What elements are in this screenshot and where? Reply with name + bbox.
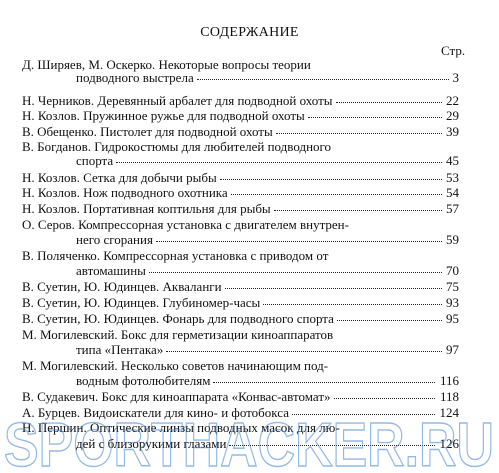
toc-entry-text: В. Обещенко. Пистолет для подводной охоты [22,124,273,139]
toc-page-number: 22 [446,93,459,108]
toc-page-number: 3 [452,70,459,85]
dot-leader [263,304,442,305]
toc-entry-text: В. Судакевич. Бокс для киноаппарата «Конвас-автомат» [22,389,331,404]
toc-entry-text: В. Поляченко. Компрессорная установка с приводом от [22,248,329,263]
toc-line [0,153,499,168]
toc-entry-text: дей с близорукими глазами [76,436,227,451]
toc-line [0,279,499,294]
page-column-label: Стр. [441,43,466,58]
toc-line [0,185,499,200]
toc-entry-text: М. Могилевский. Бокс для герметизации киноаппаратов [22,327,334,342]
dot-leader [220,179,442,180]
toc-line [0,201,499,216]
toc-entry-text: водным фотолюбителям [76,373,211,388]
toc-line [0,217,499,232]
toc-page-number: 75 [446,279,459,294]
toc-line [0,373,499,388]
toc-entry-text: В. Суетин, Ю. Юдинцев. Акваланги [22,279,222,294]
toc-entry-text: А. Бурцев. Видоискатели для кино- и фотобокса [22,405,289,420]
toc-page-number: 95 [446,311,459,326]
toc-line [0,170,499,185]
toc-line [0,93,499,108]
toc-entry-text: Н. Козлов. Пружинное ружье для подводной охоты [22,108,305,123]
toc-line [0,311,499,326]
toc-page-number: 126 [439,436,459,451]
toc-page-number: 59 [446,232,459,247]
toc-entry-text: Н. Козлов. Сетка для добычи рыбы [22,170,217,185]
dot-leader [213,382,435,383]
toc-entry-text: В. Богданов. Гидрокостюмы для любителей подводного [22,139,332,154]
toc-line [0,139,499,154]
toc-entry-text: Н. Козлов. Портативная коптильня для рыбы [22,201,271,216]
dot-leader [166,351,442,352]
toc-entry-text: В. Суетин, Ю. Юдинцев. Фонарь для подводного спорта [22,311,334,326]
toc-page-number: 57 [446,201,459,216]
toc-page-number: 124 [439,405,459,420]
toc-line [0,342,499,357]
dot-leader [156,241,442,242]
toc-page-number: 97 [446,342,459,357]
toc-entry-text: О. Серов. Компрессорная установка с двигателем внутрен- [22,217,349,232]
toc-line [0,248,499,263]
toc-line [0,124,499,139]
toc-line [0,436,499,451]
dot-leader [292,414,435,415]
toc-page-number: 116 [439,373,459,388]
dot-leader [116,162,442,163]
toc-entry-text: Д. Ширяев, М. Оскерко. Некоторые вопросы теории [22,57,311,72]
toc-line [0,420,499,435]
watermark-text: SPORTHACKER.RU [4,411,494,473]
toc-line [0,295,499,310]
toc-page-number: 93 [446,295,459,310]
toc-page-number: 118 [439,389,459,404]
toc-line [0,405,499,420]
dot-leader [149,272,442,273]
dot-leader [197,79,449,80]
toc-entry-text: Н. Козлов. Нож подводного охотника [22,185,228,200]
toc-entry-text: Н. Черников. Деревянный арбалет для подводной охоты [22,93,333,108]
dot-leader [334,398,435,399]
toc-entry-text: типа «Пентака» [76,342,164,357]
dot-leader [308,117,442,118]
toc-entry-text: автомашины [76,263,146,278]
toc-line [0,358,499,373]
toc-page-number: 45 [446,153,459,168]
toc-title: СОДЕРЖАНИЕ [200,25,299,40]
toc-line [0,108,499,123]
toc-line [0,70,499,85]
toc-line [0,389,499,404]
toc-page-number: 54 [446,185,459,200]
dot-leader [276,133,442,134]
toc-entry-text: него сгорания [76,232,153,247]
toc-entry-text: подводного выстрела [76,70,194,85]
toc-entry-text: М. Могилевский. Несколько советов начинающим под- [22,358,329,373]
dot-leader [225,288,442,289]
toc-line [0,232,499,247]
toc-page-number: 70 [446,263,459,278]
toc-page-number: 29 [446,108,459,123]
toc-entry-text: Н. Першин. Оптические линзы подводных масок для лю- [22,420,340,435]
toc-line [0,327,499,342]
toc-page-number: 53 [446,170,459,185]
toc-entry-text: спорта [76,153,114,168]
dot-leader [229,445,435,446]
toc-page-number: 39 [446,124,459,139]
toc-line [0,263,499,278]
toc-entry-text: В. Суетин, Ю. Юдинцев. Глубиномер-часы [22,295,261,310]
dot-leader [274,210,442,211]
dot-leader [231,194,442,195]
